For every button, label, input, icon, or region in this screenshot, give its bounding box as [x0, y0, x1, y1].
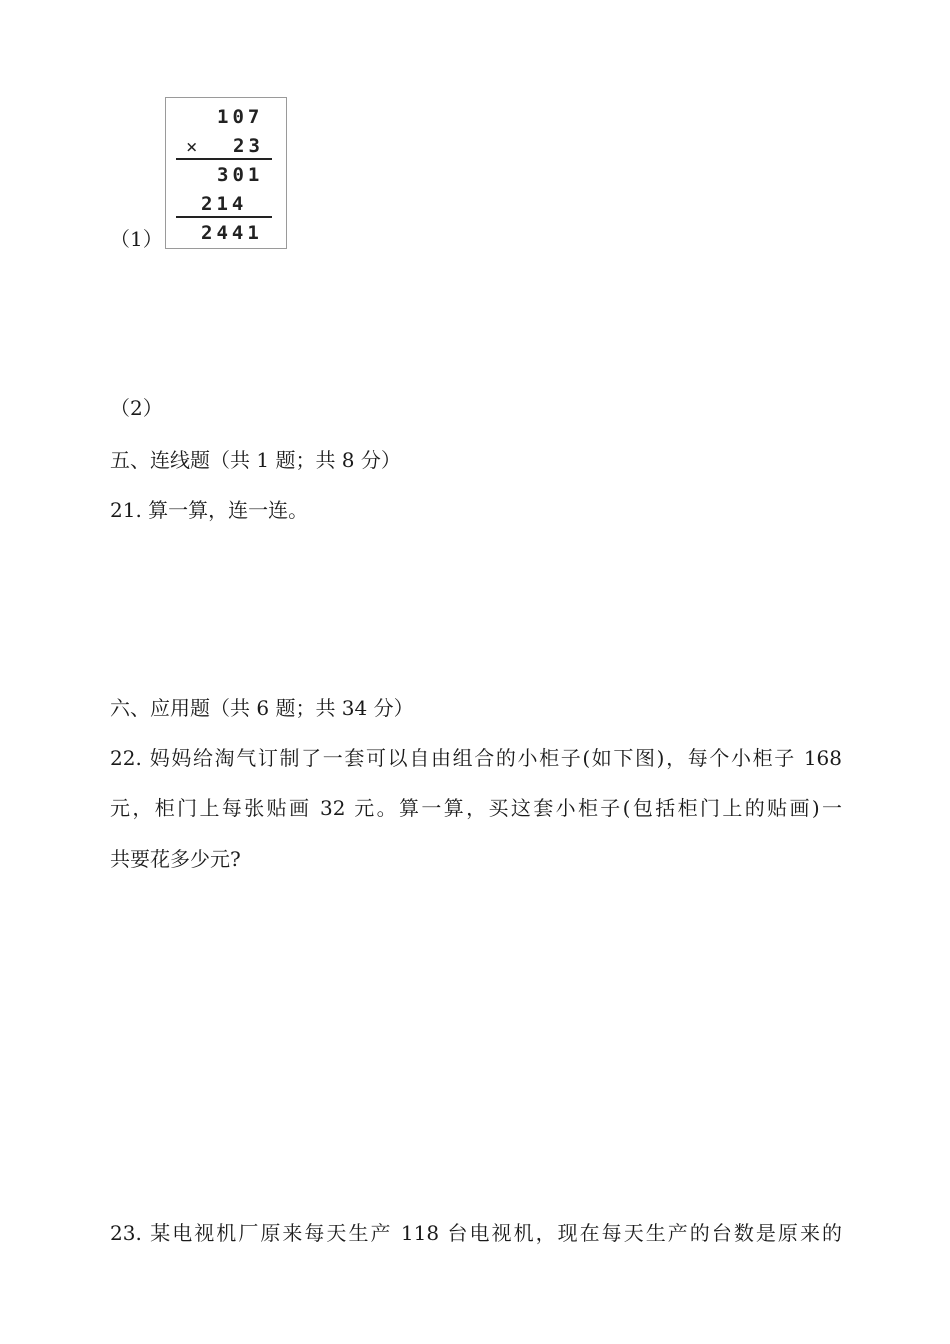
multiply-sign: ×	[186, 136, 202, 158]
question-22-line-1: 22. 妈妈给淘气订制了一套可以自由组合的小柜子(如下图)，每个小柜子 168	[110, 746, 842, 770]
question-21: 21. 算一算，连一连。	[110, 498, 309, 522]
partial-product-2: 214	[201, 193, 248, 215]
question-22-line-2: 元，柜门上每张贴画 32 元。算一算，买这套小柜子(包括柜门上的贴画)一	[110, 796, 842, 820]
rule-line-1	[176, 158, 272, 160]
multiplier: 23	[233, 135, 264, 157]
section-6-heading: 六、应用题（共 6 题；共 34 分）	[110, 696, 414, 720]
vertical-multiplication-figure	[165, 97, 287, 249]
part-1-label: （1）	[110, 227, 163, 251]
partial-product-1: 301	[217, 164, 264, 186]
part-2-label: （2）	[110, 396, 163, 420]
question-22-line-3: 共要花多少元?	[110, 847, 241, 871]
multiplicand: 107	[217, 106, 264, 128]
product-result: 2441	[201, 222, 263, 244]
question-23-line-1: 23. 某电视机厂原来每天生产 118 台电视机，现在每天生产的台数是原来的	[110, 1221, 842, 1245]
rule-line-2	[176, 216, 272, 218]
section-5-heading: 五、连线题（共 1 题；共 8 分）	[110, 448, 401, 472]
